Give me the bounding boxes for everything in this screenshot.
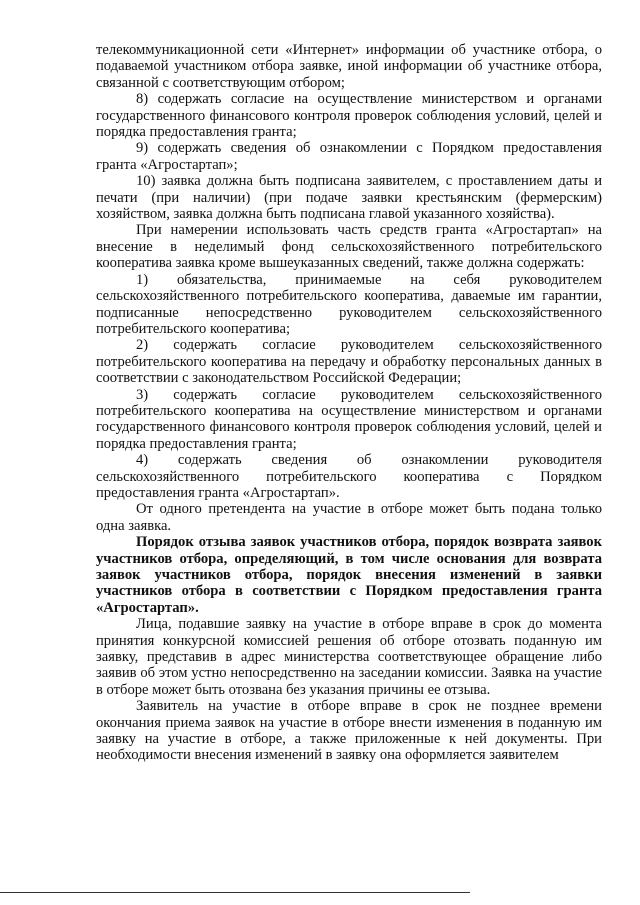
paragraph-coop-item-1: 1) обязательства, принимаемые на себя руководителем сельскохозяйственного потребительского кооператива, даваемые им гарантии, подписанные непосредственно руководителем сельскохозяйственного потребительского кооператива; [96, 271, 602, 337]
section-heading: Порядок отзыва заявок участников отбора, порядок возврата заявок участников отбора, определяющий, в том числе основания для возврата заявок участников отбора, порядок внесения изменений в заявки участников отбора в соответствии с Порядком предоставления гранта «Агростартап». [96, 534, 602, 616]
paragraph-item-8: 8) содержать согласие на осуществление министерством и органами государственного финансового контроля проверок соблюдения условий, целей и порядка предоставления гранта; [96, 91, 602, 141]
paragraph-cooperative-intro: При намерении использовать часть средств гранта «Агростартап» на внесение в неделимый фонд сельскохозяйственного потребительского кооператива заявка кроме вышеуказанных сведений, также должна содержать: [96, 222, 602, 272]
paragraph-item-9: 9) содержать сведения об ознакомлении с Порядком предоставления гранта «Агростартап»; [96, 140, 602, 173]
paragraph-coop-item-4: 4) содержать сведения об ознакомлении руководителя сельскохозяйственного потребительского кооператива с Порядком предоставления гранта «Агростартап». [96, 452, 602, 501]
paragraph-one-application: От одного претендента на участие в отборе может быть подана только одна заявка. [96, 501, 602, 534]
document-text [96, 42, 602, 764]
paragraph-withdrawal: Лица, подавшие заявку на участие в отборе вправе в срок до момента принятия конкурсной комиссией решения об отборе отозвать поданную им заявку, представив в адрес министерства соответствующее обращение либо заявив об этом устно непосредственно на заседании комиссии. Заявка на участие в отборе может быть отозвана без указания причины ее отзыва. [96, 616, 602, 698]
paragraph-coop-item-3: 3) содержать согласие руководителем сельскохозяйственного потребительского кооператива на осуществление министерством и органами государственного финансового контроля проверок соблюдения условий, целей и порядка предоставления гранта; [96, 386, 602, 452]
paragraph-continuation: телекоммуникационной сети «Интернет» информации об участнике отбора, о подаваемой участником отбора заявке, иной информации об участнике отбора, связанной с соответствующим отбором; [96, 42, 602, 91]
footer-divider [0, 892, 470, 893]
paragraph-amendment: Заявитель на участие в отборе вправе в срок не позднее времени окончания приема заявок на участие в отборе внести изменения в поданную им заявку на участие в отборе, а также приложенные к ней документы. При необходимости внесения изменений в заявку она оформляется заявителем [96, 698, 602, 764]
paragraph-coop-item-2: 2) содержать согласие руководителем сельскохозяйственного потребительского кооператива на передачу и обработку персональных данных в соответствии с законодательством Российской Федерации; [96, 337, 602, 387]
paragraph-item-10: 10) заявка должна быть подписана заявителем, с проставлением даты и печати (при наличии) (при подаче заявки крестьянским (фермерским) хозяйством, заявка должна быть подписана главой указанного хозяйства). [96, 173, 602, 223]
